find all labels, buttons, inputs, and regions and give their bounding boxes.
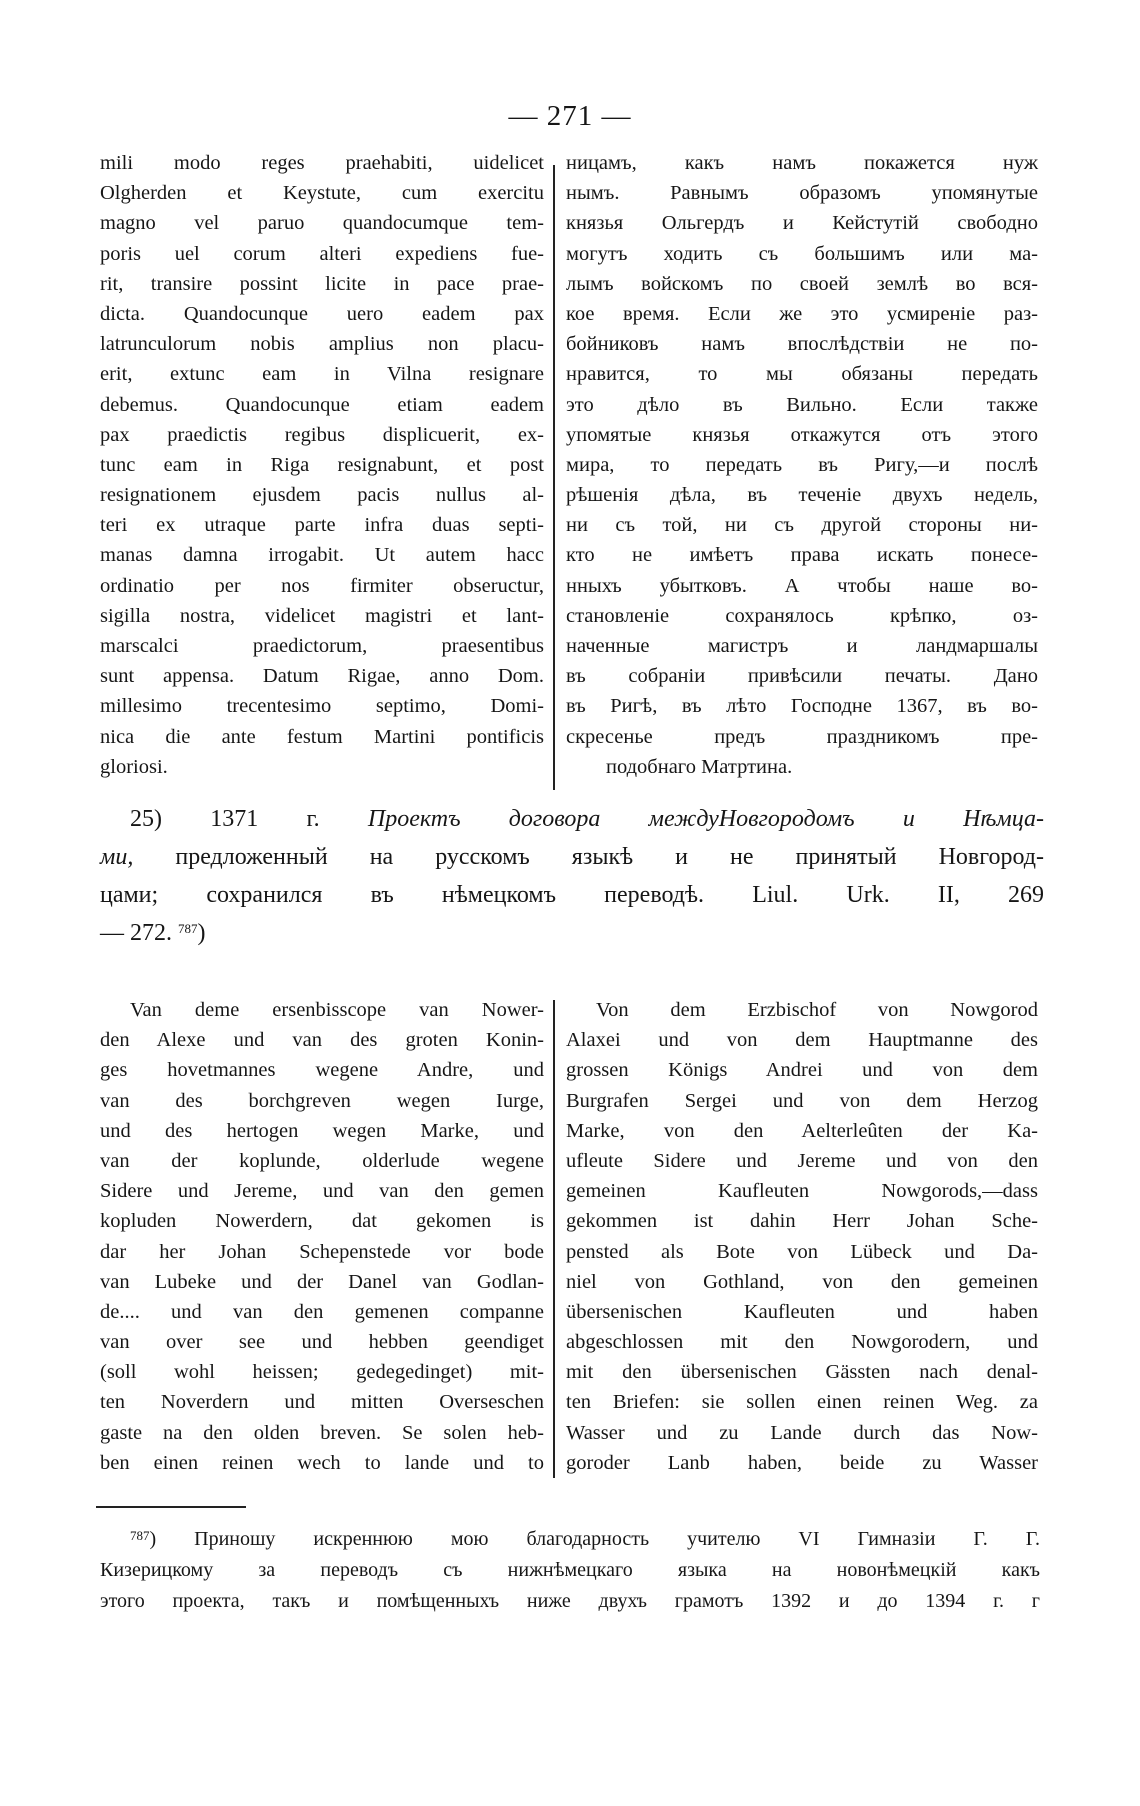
column-divider — [553, 165, 555, 790]
text-line: подобнаго Матртина. — [606, 755, 793, 778]
text-line: ufleute Sidere und Jereme und von den — [566, 1149, 1038, 1172]
text-line: скресенье предъ праздникомъ пре- — [566, 725, 1038, 748]
text-line: tunc eam in Riga resignabunt, et post — [100, 453, 544, 476]
text-line: nica die ante festum Martini pontificis — [100, 725, 544, 748]
text-line: und des hertogen wegen Marke, und — [100, 1119, 544, 1142]
text-line: van des borchgreven wegen Iurge, — [100, 1089, 544, 1112]
page-number: — 271 — — [508, 100, 632, 132]
text-line: ten Briefen: sie sollen einen reinen Weg. za — [566, 1391, 1038, 1414]
text-line: resignationem ejusdem pacis nullus al- — [100, 484, 544, 507]
text-line: ten Noverdern und mitten Overseschen — [100, 1391, 544, 1414]
text-line: бойниковъ намъ впослѣдствіи не по- — [566, 333, 1038, 356]
heading-number: 25) — [130, 806, 162, 832]
text-line: Wasser und zu Lande durch das Now- — [566, 1421, 1038, 1444]
heading-pages: — 272. — [100, 920, 172, 946]
text-line: pax praedictis regibus displicuerit, ex- — [100, 423, 544, 446]
text-line: de.... und van den gemenen companne — [100, 1300, 544, 1323]
text-line: mit den übersenischen Gässten nach denal- — [566, 1361, 1038, 1384]
text-line: abgeschlossen mit den Nowgorodern, und — [566, 1331, 1038, 1354]
document-heading — [100, 800, 1044, 952]
text-line: kopluden Nowerdern, dat gekomen is — [100, 1210, 544, 1233]
text-line: Van deme ersenbisscope van Nower- — [130, 999, 544, 1021]
text-line: den Alexe und van des groten Konin- — [100, 1029, 544, 1052]
text-line: Von dem Erzbischof von Nowgorod — [596, 999, 1038, 1021]
text-line: нравится, то мы обязаны передать — [566, 363, 1038, 386]
text-line: erit, extunc eam in Vilna resignare — [100, 363, 544, 386]
text-line: нныхъ убытковъ. А чтобы наше во- — [566, 574, 1038, 597]
text-line: poris uel corum alteri expediens fue- — [100, 242, 544, 265]
heading-title-end: ми, — [100, 844, 134, 870]
text-line: ges hovetmannes wegene Andre, und — [100, 1059, 544, 1082]
text-line: ordinatio per nos firmiter obseructur, — [100, 574, 544, 597]
text-line: (soll wohl heissen; gedegedinget) mit- — [100, 1361, 544, 1384]
latin-text-column — [100, 148, 544, 782]
text-line: van der koplunde, olderlude wegene — [100, 1149, 544, 1172]
text-line: gekommen ist dahin Herr Johan Sche- — [566, 1210, 1038, 1233]
text-line: ницамъ, какъ намъ покажется нуж — [566, 152, 1038, 174]
heading-line-4 — [100, 914, 1044, 952]
text-line: gemeinen Kaufleuten Nowgorods,—dass — [566, 1180, 1038, 1203]
heading-year: 1371 г. — [210, 806, 320, 832]
text-line: Olgherden et Keystute, cum exercitu — [100, 182, 544, 205]
text-line: Alaxei und von dem Hauptmanne des — [566, 1029, 1038, 1052]
footnote-marker-close: ) — [149, 1528, 157, 1550]
text-line: manas damna irrogabit. Ut autem hacc — [100, 544, 544, 567]
text-line: въ собраніи привѣсили печаты. Дано — [566, 665, 1038, 688]
text-line: van over see und hebben geendiget — [100, 1331, 544, 1354]
footnote-line-1 — [100, 1524, 1040, 1555]
text-line: Marke, von den Aelterleûten der Ka- — [566, 1119, 1038, 1142]
text-line: становленіе сохранялось крѣпко, оз- — [566, 604, 1038, 627]
heading-title: Проектъ договора междуНовгородомъ и Нѣмца- — [367, 806, 1045, 832]
text-line: кто не имѣетъ права искать понесе- — [566, 544, 1038, 567]
text-line: упомятые князья откажутся отъ этого — [566, 423, 1038, 446]
footnote-line-2: Кизерицкому за переводъ съ нижнѣмецкаго языка на новонѣмецкій какъ — [100, 1559, 1040, 1581]
text-line: rit, transire possint licite in pace prae- — [100, 272, 544, 295]
heading-description: предложенный на русскомъ языкѣ и не принятый Новгород- — [133, 844, 1044, 870]
footnote-rule — [96, 1506, 246, 1508]
text-line: могутъ ходить съ большимъ или ма- — [566, 242, 1038, 265]
text-line: sigilla nostra, videlicet magistri et lant- — [100, 604, 544, 627]
low-german-text-column — [100, 995, 544, 1478]
text-line: лымъ войскомъ по своей землѣ во вся- — [566, 272, 1038, 295]
russian-translation-column — [566, 148, 1038, 782]
text-line: marscalci praedictorum, praesentibus — [100, 635, 544, 657]
footnote-line-3: этого проекта, такъ и помѣщенныхъ ниже двухъ грамотъ 1392 и до 1394 г. г — [100, 1590, 1040, 1612]
text-line: niel von Gothland, von den gemeinen — [566, 1270, 1038, 1293]
text-line: ни съ той, ни съ другой стороны ни- — [566, 514, 1038, 537]
text-line: übersenischen Kaufleuten und haben — [566, 1300, 1038, 1323]
footnote-marker: 787 — [130, 1528, 150, 1543]
text-line: millesimo trecentesimo septimo, Domi- — [100, 695, 544, 718]
text-line: gloriosi. — [100, 755, 168, 778]
heading-line-1 — [100, 800, 1044, 838]
text-line: Sidere und Jereme, und van den gemen — [100, 1180, 544, 1203]
text-line: magno vel paruo quandocumque tem- — [100, 212, 544, 235]
text-line: gaste na den olden breven. Se solen heb- — [100, 1421, 544, 1444]
text-line: grossen Königs Andrei und von dem — [566, 1059, 1038, 1082]
text-line: мира, то передать въ Ригу,—и послѣ — [566, 453, 1038, 476]
heading-line-3: цами; сохранился въ нѣмецкомъ переводѣ. Liul. Urk. II, 269 — [100, 882, 1044, 908]
footnote — [100, 1524, 1040, 1617]
text-line: рѣшенія дѣла, въ теченіе двухъ недель, — [566, 484, 1038, 507]
text-line: van Lubeke und der Danel van Godlan- — [100, 1270, 544, 1293]
text-line: нымъ. Равнымъ образомъ упомянутые — [566, 182, 1038, 205]
footnote-reference[interactable]: 787 — [178, 921, 198, 936]
text-line: debemus. Quandocunque etiam eadem — [100, 393, 544, 416]
footnote-reference-close: ) — [197, 920, 206, 946]
text-line: кое время. Если же это усмиреніе раз- — [566, 302, 1038, 325]
footnote-text-1: Приношу искреннюю мою благодарность учителю VI Гимназіи Г. Г. — [156, 1528, 1040, 1550]
text-line: ben einen reinen wech to lande und to — [100, 1451, 544, 1474]
text-line: goroder Lanb haben, beide zu Wasser — [566, 1451, 1038, 1474]
high-german-translation-column — [566, 995, 1038, 1478]
text-line: latrunculorum nobis amplius non placu- — [100, 333, 544, 356]
text-line: teri ex utraque parte infra duas septi- — [100, 514, 544, 537]
text-line: въ Ригѣ, въ лѣто Господне 1367, въ во- — [566, 695, 1038, 718]
text-line: mili modo reges praehabiti, uidelicet — [100, 152, 544, 174]
text-line: dar her Johan Schepenstede vor bode — [100, 1240, 544, 1263]
text-line: pensted als Bote von Lübeck und Da- — [566, 1240, 1038, 1263]
text-line: это дѣло въ Вильно. Если также — [566, 393, 1038, 416]
text-line: наченные магистръ и ландмаршалы — [566, 635, 1038, 657]
heading-line-2 — [100, 838, 1044, 876]
text-line: dicta. Quandocunque uero eadem pax — [100, 302, 544, 325]
column-divider-2 — [553, 1000, 555, 1478]
text-line: sunt appensa. Datum Rigae, anno Dom. — [100, 665, 544, 688]
text-line: Burgrafen Sergei und von dem Herzog — [566, 1089, 1038, 1112]
text-line: князья Ольгердъ и Кейстутій свободно — [566, 212, 1038, 235]
